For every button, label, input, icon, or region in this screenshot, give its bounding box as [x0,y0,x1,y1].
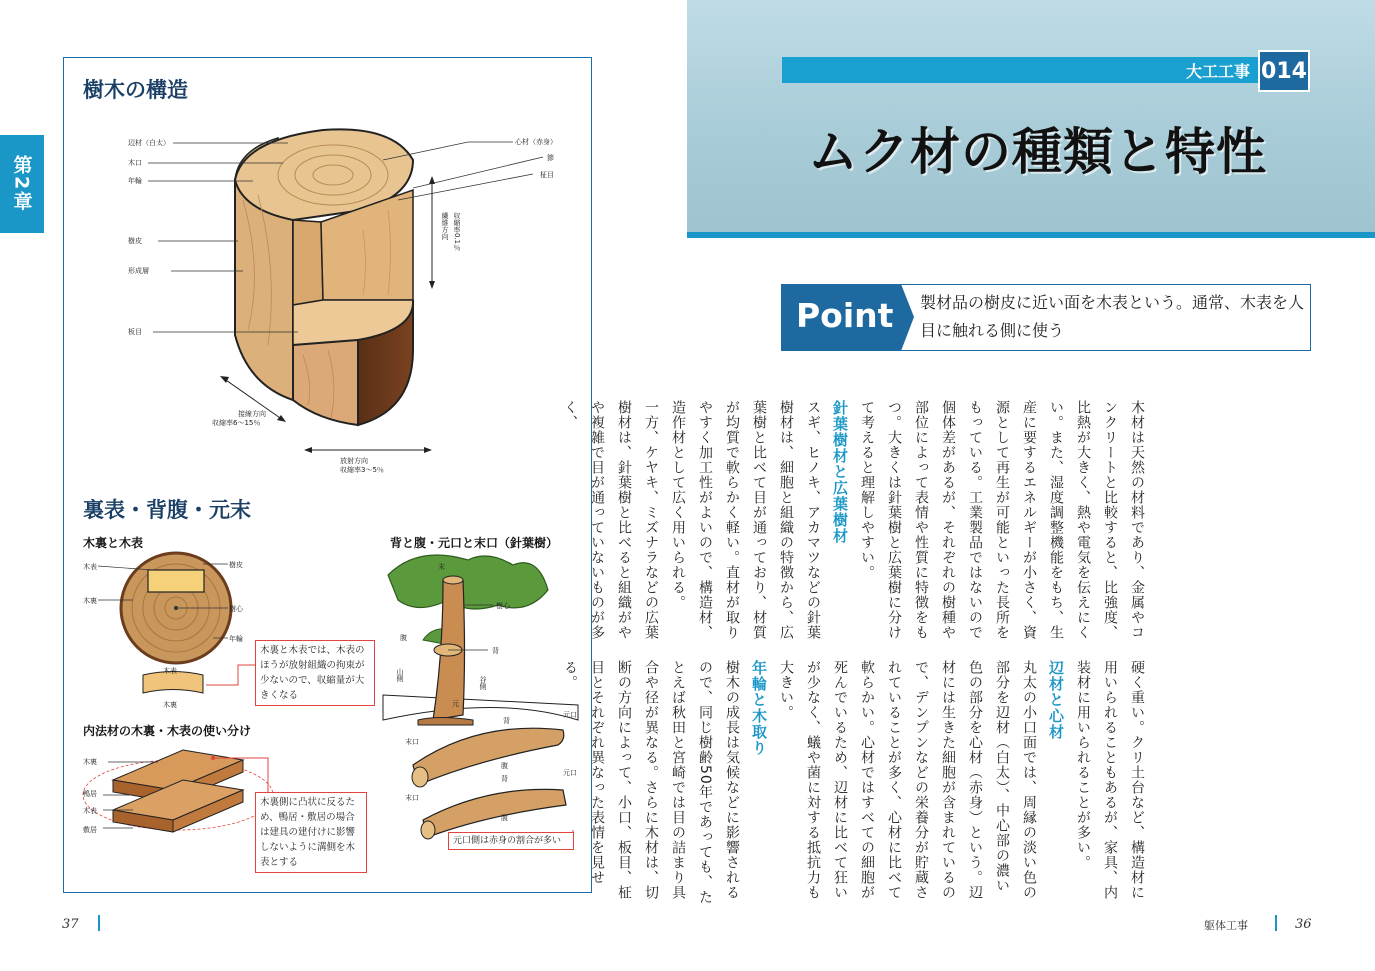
body-upper-p2: スギ、ヒノキ、アカマツなどの針葉樹材は、細胞と組織の特徴から、広葉樹と比べて目が通っており、材質が均質で軟らかく軽い。直材が取りやすく加工性がよいので、構造材、造作材として広く用いられる。 [670,400,821,640]
label-straight-grain: 柾目 [540,171,554,179]
label-kamoi-back: 木裏 [83,758,97,766]
heading-softwood-hardwood: 針葉樹材と広葉樹材 [831,400,849,544]
label-end-grain: 木口 [128,159,142,167]
label-log2-end: 元口 [563,769,577,777]
label-sapwood: 辺材（白太） [128,139,170,147]
body-lower-p3: 樹木の成長は気候などに影響されるので、同じ樹齢50年であっても、たとえば秋田と宮崎では目の詰まり具合や径が異なる。さらに木材は、切断の方向によって、小口、板目、柾目とそれぞれ異なった表情を見せる。 [562,660,740,905]
label-small-back: 木裏 [163,701,177,709]
body-upper-p3: 一方、ケヤキ、ミズナラなどの広葉樹材は、針葉樹と比べると組織がやや複雑で目が通っていないものが多く、 [562,400,659,640]
label-flat-grain: 板目 [128,328,142,336]
note-kamoi: 木裏側に凸状に反るため、鴨居・敷居の場合は建具の建付けに影響しないように溝側を木表とする [255,792,367,873]
label-log1-end: 元口 [563,711,577,719]
label-tree-pith: 樹心 [496,602,510,610]
label-log1-back: 背 [503,717,510,725]
tree-illustration [378,545,588,855]
label-pith: 樹心 [229,605,243,613]
label-log2-small: 末口 [405,794,419,802]
label-kamoi-face: 木表 [83,807,97,815]
point-label: Point [796,296,894,335]
note-shrinkage: 木裏と木表では、木表のほうが放射組織の拘束が少ないので、収縮量が大きくなる [255,640,375,706]
label-cambium: 形成層 [128,267,149,275]
subtitle-face-back: 木裏と木表 [83,536,144,550]
label-face: 木表 [83,563,97,571]
body-lower-p2: 丸太の小口面では、周縁の淡い色の部分を辺材（白太）、中心部の濃い色の部分を心材（赤身）という。辺材には生きた細胞が含まれているので、デンプンなどの栄養分が貯蔵されていることが多く、心材に比べて軟らかい。心材ではすべての細胞が死んでいるため、辺材に比べて狂いが少なく、蟻や菌に対する抵抗力も大きい。 [778,660,1037,900]
note-heartwood-ratio: 元口側は赤身の割合が多い [448,832,574,850]
label-ring: 年輪 [229,635,243,643]
label-log2-belly: 腹 [501,814,508,822]
label-back: 木裏 [83,597,97,605]
label-tree-belly: 腹 [400,634,407,642]
page-divider-right [1275,915,1277,931]
label-mountain-side: 山側 [396,668,404,682]
page-title: ムク材の種類と特性 [808,123,1267,181]
heading-sapwood-heartwood: 辺材と心材 [1047,660,1065,740]
label-bark: 樹皮 [128,237,142,245]
label-log1-belly: 腹 [501,762,508,770]
label-radial-dir: 放射方向 [340,457,368,465]
label-heartwood: 心材（赤身） [515,138,557,146]
label-valley-side: 谷側 [479,676,487,690]
label-knot: 節 [547,154,554,162]
point-text: 製材品の樹皮に近い面を木表という。通常、木表を人目に触れる側に使う [920,293,1305,340]
section-title-tree-structure: 樹木の構造 [83,78,188,102]
label-tree-base: 元 [452,700,459,708]
label-log2-back: 背 [501,775,508,783]
section-number: 014 [1258,50,1310,92]
label-tree-back: 背 [492,647,499,655]
body-lower-p1: 硬く重い。クリ土台など、構造材に用いられることもあるが、家具、内装材に用いられることが多い。 [1075,660,1145,900]
label-radial-shrink: 収縮率3～5％ [340,466,384,474]
header-underline [687,232,1375,238]
label-log1-small: 末口 [405,738,419,746]
page-number-right: 36 [1295,917,1312,932]
log-illustration [63,100,592,500]
label-tangential-dir: 接線方向 [238,410,266,418]
page-number-left: 37 [62,917,79,932]
label-fiber-dir: 繊維方向 [441,212,449,240]
category-label: 大工工事 [1185,62,1250,81]
label-tangential-shrink: 収縮率6～15％ [212,419,261,427]
label-bark-2: 樹皮 [229,561,243,569]
chapter-tab: 第2章 [0,135,44,233]
page-divider-left [98,915,100,931]
body-upper [562,400,1150,640]
label-kamoi: 鴨居 [83,790,97,798]
footer-section-label: 躯体工事 [1204,919,1248,932]
subtitle-tree-orientation: 背と腹・元口と末口（針葉樹） [390,536,559,550]
label-small-face: 木表 [163,667,177,675]
section-title-face-back: 裏表・背腹・元末 [83,498,251,522]
label-fiber-shrink: 収縮率0.1％ [453,212,461,252]
label-tree-top: 末 [438,563,445,571]
subtitle-uchinori: 内法材の木裏・木表の使い分け [83,724,252,738]
body-upper-p1: 木材は天然の材料であり、金属やコンクリートと比較すると、比強度、比熱が大きく、熱や電気を伝えにくい。また、湿度調整機能をもち、生産に要するエネルギーが小さく、資源として再生が可能といった長所をもっている。工業製品ではないので個体差があるが、それぞれの樹種や部位によって表情や性質に特徴をもつ。大きくは針葉樹と広葉樹に分けて考えると理解しやすい。 [859,400,1145,640]
heading-rings-cutting: 年輪と木取り [750,660,768,756]
label-annual-ring: 年輪 [128,177,142,185]
label-shikii: 敷居 [83,826,97,834]
